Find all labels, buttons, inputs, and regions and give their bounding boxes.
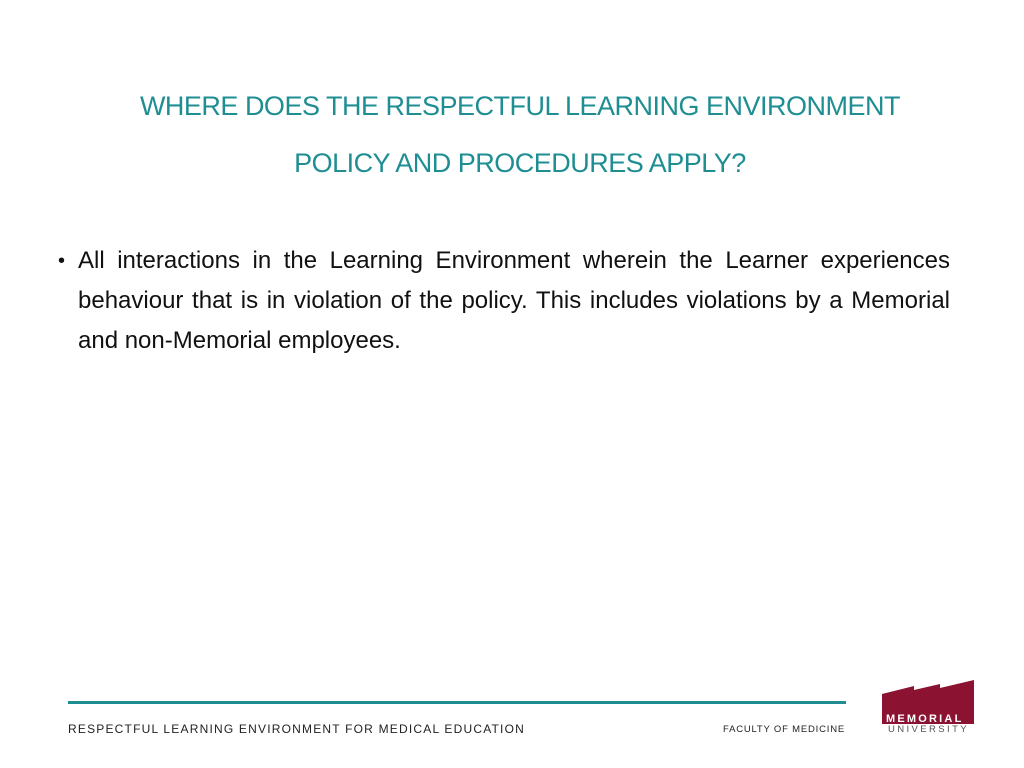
bullet-list bbox=[58, 241, 950, 361]
footer-divider bbox=[68, 701, 846, 704]
footer-faculty-label: FACULTY OF MEDICINE bbox=[723, 724, 846, 735]
list-item bbox=[58, 241, 950, 361]
logo-word-memorial: MEMORIAL bbox=[886, 713, 964, 725]
slide-title bbox=[40, 78, 1000, 192]
bullet-text: All interactions in the Learning Environment wherein the Learner experiences behaviour that is in violation of the policy. This includes violations by a Memorial and non-Memorial employees. bbox=[78, 247, 950, 354]
title-line-2: POLICY AND PROCEDURES APPLY? bbox=[294, 148, 746, 178]
footer-presentation-title: RESPECTFUL LEARNING ENVIRONMENT FOR MEDICAL EDUCATION bbox=[68, 722, 525, 736]
bullet-marker: • bbox=[58, 250, 66, 272]
title-line-1: WHERE DOES THE RESPECTFUL LEARNING ENVIRONMENT bbox=[139, 91, 901, 121]
memorial-university-logo bbox=[882, 678, 974, 736]
logo-word-university: UNIVERSITY bbox=[888, 724, 970, 735]
